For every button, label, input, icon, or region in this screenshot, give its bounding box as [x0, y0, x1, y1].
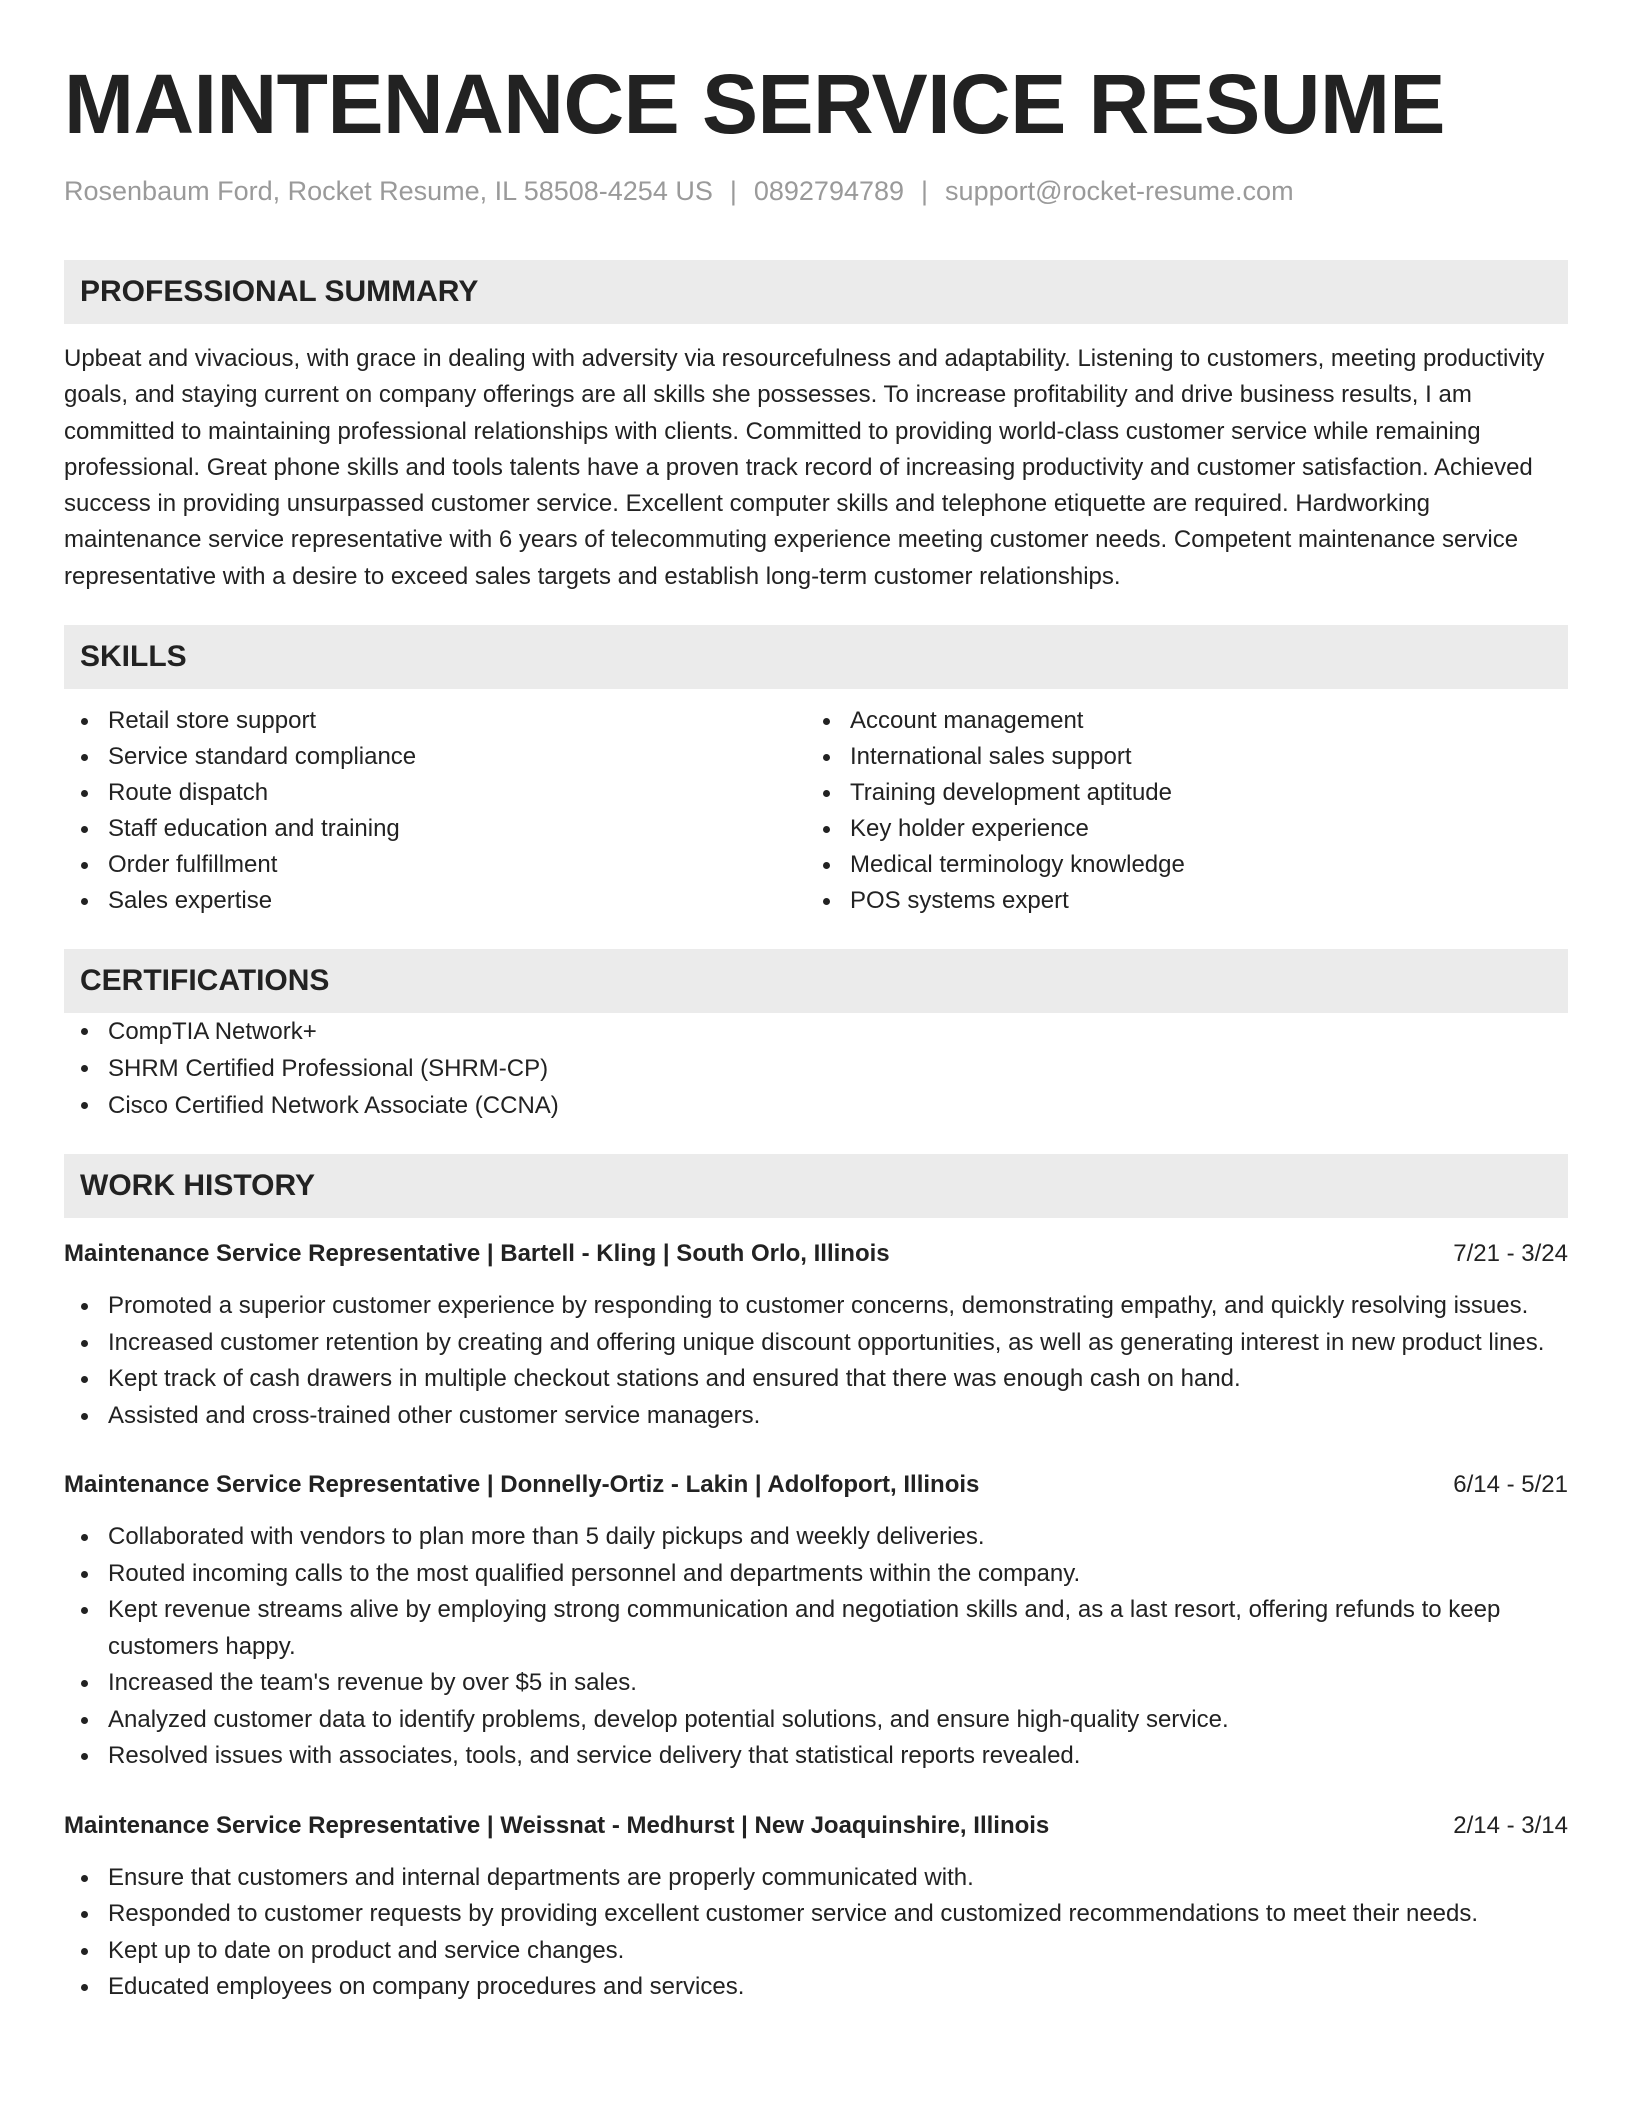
contact-phone: 0892794789: [753, 176, 905, 206]
job-header: [64, 1236, 1568, 1272]
job-title: Maintenance Service Representative | Donnelly-Ortiz - Lakin | Adolfoport, Illinois: [64, 1471, 980, 1499]
resume-title: MAINTENANCE SERVICE RESUME: [64, 57, 1445, 151]
certifications-list: [64, 1013, 1568, 1124]
job-title: Maintenance Service Representative | Bartell - Kling | South Orlo, Illinois: [64, 1240, 890, 1268]
job-bullet: Ensure that customers and internal departments are properly communicated with.: [64, 1860, 1568, 1897]
job-bullet: Kept revenue streams alive by employing strong communication and negotiation skills and, as a last resort, offering refunds to keep customers happy.: [64, 1592, 1568, 1665]
skill-item: International sales support: [806, 739, 1548, 775]
skill-item: Account management: [806, 703, 1548, 739]
skills-column-left: [64, 703, 806, 919]
job-bullet: Promoted a superior customer experience by responding to customer concerns, demonstrating empathy, and quickly resolving issues.: [64, 1288, 1568, 1325]
job-bullet: Kept up to date on product and service changes.: [64, 1933, 1568, 1970]
contact-address: Rosenbaum Ford, Rocket Resume, IL 58508-4254 US: [64, 176, 713, 206]
job-bullet: Routed incoming calls to the most qualified personnel and departments within the company.: [64, 1556, 1568, 1593]
job-entry: [64, 1236, 1568, 1434]
job-bullet: Collaborated with vendors to plan more than 5 daily pickups and weekly deliveries.: [64, 1519, 1568, 1556]
certification-item: Cisco Certified Network Associate (CCNA): [64, 1087, 1568, 1124]
job-bullet: Resolved issues with associates, tools, and service delivery that statistical reports revealed.: [64, 1738, 1568, 1775]
job-bullet-list: [64, 1519, 1568, 1775]
contact-separator: |: [729, 176, 737, 206]
skill-item: Training development aptitude: [806, 775, 1548, 811]
job-bullet: Educated employees on company procedures and services.: [64, 1969, 1568, 2006]
contact-email: support@rocket-resume.com: [945, 176, 1294, 206]
job-dates: 7/21 - 3/24: [1453, 1240, 1568, 1268]
certification-item: SHRM Certified Professional (SHRM-CP): [64, 1050, 1568, 1087]
skill-item: Key holder experience: [806, 811, 1548, 847]
skills-list: [64, 703, 1568, 919]
job-bullet: Responded to customer requests by providing excellent customer service and customized recommendations to meet their needs.: [64, 1896, 1568, 1933]
job-dates: 2/14 - 3/14: [1453, 1811, 1568, 1839]
certification-item: CompTIA Network+: [64, 1013, 1568, 1050]
skills-list-left: [64, 703, 806, 919]
skills-list-right: [806, 703, 1548, 919]
job-dates: 6/14 - 5/21: [1453, 1471, 1568, 1499]
job-bullet: Analyzed customer data to identify problems, develop potential solutions, and ensure high-quality service.: [64, 1702, 1568, 1739]
job-bullet: Assisted and cross-trained other customer service managers.: [64, 1398, 1568, 1435]
skill-item: Medical terminology knowledge: [806, 847, 1548, 883]
skill-item: Order fulfillment: [64, 847, 806, 883]
contact-line: [64, 174, 1568, 208]
skill-item: Service standard compliance: [64, 739, 806, 775]
section-header-skills: SKILLS: [64, 625, 1568, 689]
contact-separator: |: [921, 176, 929, 206]
job-bullet: Increased the team's revenue by over $5 in sales.: [64, 1665, 1568, 1702]
job-bullet: Increased customer retention by creating and offering unique discount opportunities, as well as generating interest in new product lines.: [64, 1325, 1568, 1362]
job-header: [64, 1467, 1568, 1503]
skill-item: Retail store support: [64, 703, 806, 739]
job-bullet-list: [64, 1288, 1568, 1434]
job-bullet: Kept track of cash drawers in multiple checkout stations and ensured that there was enough cash on hand.: [64, 1361, 1568, 1398]
professional-summary-text: Upbeat and vivacious, with grace in dealing with adversity via resourcefulness and adaptability. Listening to customers, meeting productivity goals, and staying current on company offerings are all skills she possesses. To increase profitability and drive business results, I am committed to maintaining professional relationships with clients. Committed to providing world-class customer service while remaining professional. Great phone skills and tools talents have a proven track record of increasing productivity and customer satisfaction. Achieved success in providing unsurpassed customer service. Excellent computer skills and telephone etiquette are required. Hardworking maintenance service representative with 6 years of telecommuting experience meeting customer needs. Competent maintenance service representative with a desire to exceed sales targets and establish long-term customer relationships.: [64, 345, 1545, 590]
section-header-certifications: CERTIFICATIONS: [64, 949, 1568, 1013]
skill-item: Sales expertise: [64, 883, 806, 919]
job-header: [64, 1808, 1568, 1844]
work-history-list: [64, 1236, 1568, 2006]
skills-column-right: [806, 703, 1548, 919]
job-entry: [64, 1808, 1568, 2006]
skill-item: POS systems expert: [806, 883, 1548, 919]
job-title: Maintenance Service Representative | Weissnat - Medhurst | New Joaquinshire, Illinois: [64, 1811, 1050, 1839]
section-header-work-history: WORK HISTORY: [64, 1154, 1568, 1218]
skill-item: Route dispatch: [64, 775, 806, 811]
job-entry: [64, 1467, 1568, 1775]
skill-item: Staff education and training: [64, 811, 806, 847]
job-bullet-list: [64, 1860, 1568, 2006]
section-header-professional-summary: PROFESSIONAL SUMMARY: [64, 260, 1568, 324]
